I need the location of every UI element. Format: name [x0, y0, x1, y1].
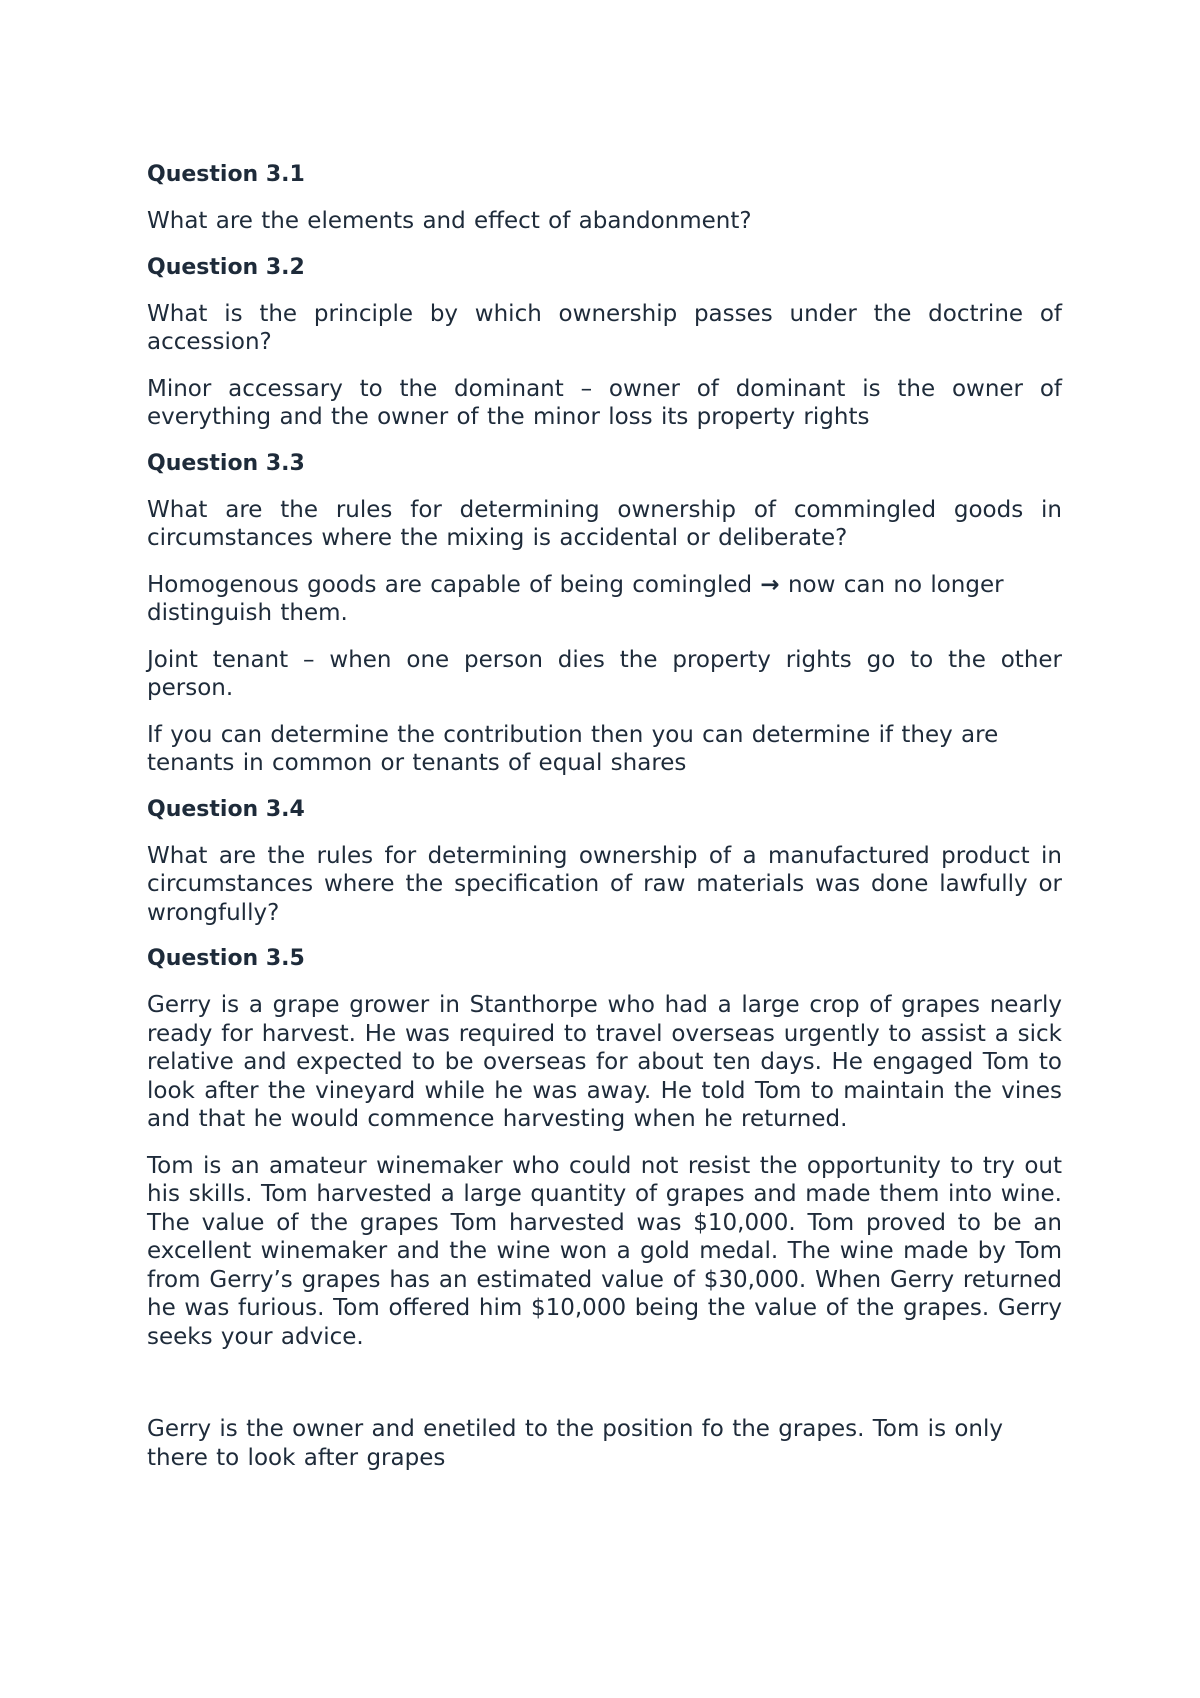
- question-3-2-answer: Minor accessary to the dominant – owner of dominant is the owner of everything and the owner of the minor loss its property rights: [147, 375, 1062, 430]
- question-3-4-heading: Question 3.4: [147, 796, 305, 822]
- document-page: [147, 161, 1062, 1490]
- question-3-3-answer-2: Joint tenant – when one person dies the property rights go to the other person.: [147, 646, 1062, 701]
- question-3-2-text: What is the principle by which ownership passes under the doctrine of accession?: [147, 300, 1062, 355]
- question-3-5-heading: Question 3.5: [147, 946, 305, 971]
- blank-line: [147, 1369, 1062, 1415]
- question-3-5-scenario-2: Tom is an amateur winemaker who could not resist the opportunity to try out his skills. Tom harvested a large quantity of grapes and made them into wine. The value of the grapes Tom harvested was $10,000. Tom proved to be an excellent winemaker and the wine won a gold medal. The wine made by Tom from Gerry’s grapes has an estimated value of $30,000. When Gerry returned he was furious. Tom offered him $10,000 being the value of the grapes. Gerry seeks your advice.: [147, 1152, 1062, 1350]
- question-3-1-heading: Question 3.1: [147, 162, 305, 187]
- question-3-3-text: What are the rules for determining ownership of commingled goods in circumstances where the mixing is accidental or deliberate?: [147, 496, 1062, 551]
- question-3-2-heading: Question 3.2: [147, 254, 305, 280]
- question-3-3-answer-3: If you can determine the contribution then you can determine if they are tenants in common or tenants of equal shares: [147, 721, 999, 776]
- right-arrow-icon: →: [760, 571, 780, 598]
- answer-1-text-before: Homogenous goods are capable of being comingled: [147, 571, 761, 598]
- question-3-3-answer-1: [147, 571, 1062, 628]
- question-3-5-answer: Gerry is the owner and enetiled to the position fo the grapes. Tom is only there to look after grapes: [147, 1416, 1004, 1471]
- answer-1-text-after: now can no longer distinguish them.: [147, 571, 1004, 626]
- question-3-3-heading: Question 3.3: [147, 450, 305, 476]
- question-3-1-text: What are the elements and effect of abandonment?: [147, 208, 752, 234]
- question-3-5-scenario-1: Gerry is a grape grower in Stanthorpe who had a large crop of grapes nearly ready for harvest. He was required to travel overseas urgently to assist a sick relative and expected to be overseas for about ten days. He engaged Tom to look after the vineyard while he was away. He told Tom to maintain the vines and that he would commence harvesting when he returned.: [147, 992, 1062, 1132]
- question-3-4-text: What are the rules for determining ownership of a manufactured product in circumstances where the specification of raw materials was done lawfully or wrongfully?: [147, 842, 1062, 926]
